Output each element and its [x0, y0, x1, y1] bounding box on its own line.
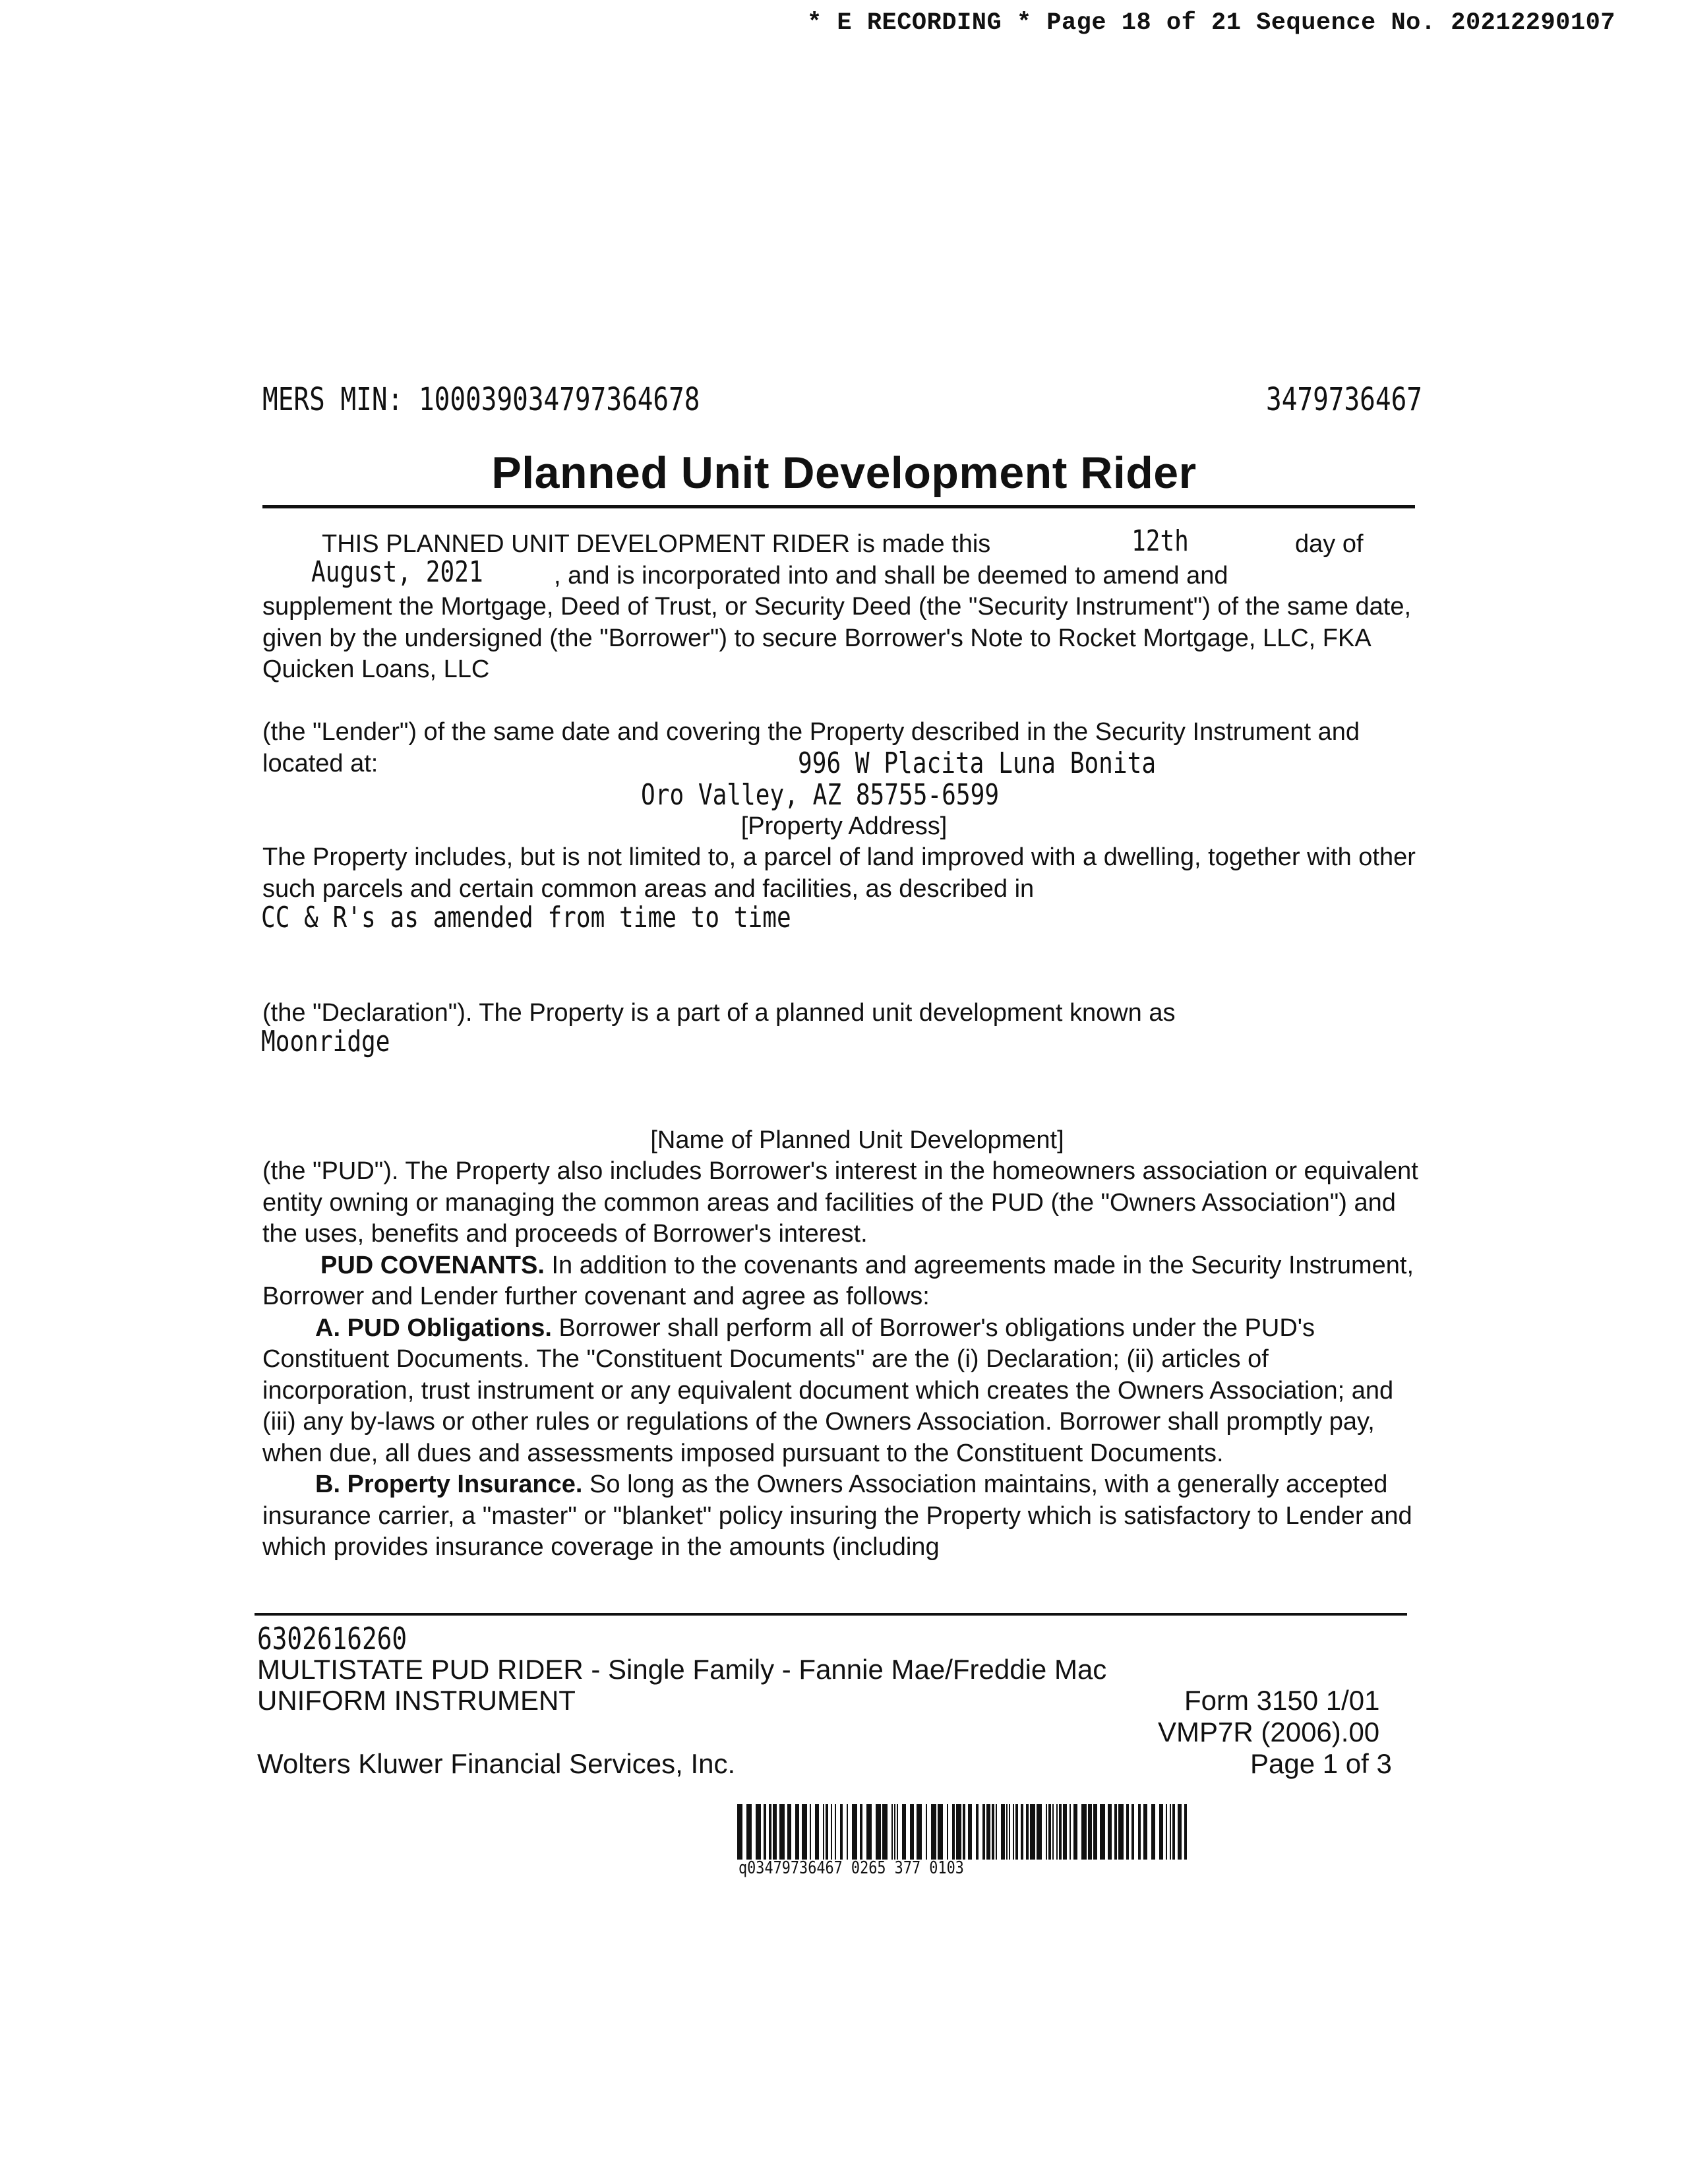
barcode-bar [1052, 1804, 1054, 1860]
barcode-bar [992, 1804, 994, 1860]
intro-date-value: August, 2021 [311, 555, 483, 589]
footer-vmp-code: VMP7R (2006).00 [1158, 1716, 1380, 1747]
section-b-paragraph [262, 1469, 1423, 1563]
barcode-bar [1151, 1804, 1155, 1860]
barcode-bar [852, 1804, 857, 1860]
pud-paragraph: (the "PUD"). The Property also includes Borrower's interest in the homeowners association or equivalent entity owning or managing the common areas and facilities of the PUD (the "Owners Association") and the uses, benefits and proceeds of Borrower's interest. [262, 1157, 1418, 1248]
barcode-bar [1059, 1804, 1062, 1860]
barcode-bar [1026, 1804, 1029, 1860]
barcode-bar [947, 1804, 948, 1860]
barcode-bar [831, 1804, 832, 1860]
intro-day-value: 12th [1131, 524, 1189, 558]
barcode-bar [1114, 1804, 1117, 1860]
barcode-bar [826, 1804, 828, 1860]
barcode-bar [1172, 1804, 1175, 1860]
declaration-name-value: CC & R's as amended from time to time [261, 901, 791, 934]
lender-paragraph: (the "Lender") of the same date and covering the Property described in the Security Instrument and located at: [262, 718, 1360, 777]
barcode-bar [968, 1804, 972, 1860]
barcode-bar [910, 1804, 914, 1860]
barcode-bar [1093, 1804, 1097, 1860]
footer-form-title: MULTISTATE PUD RIDER - Single Family - Fannie Mae/Freddie Mac [257, 1654, 1107, 1685]
barcode-bar [1015, 1804, 1018, 1860]
barcode-bar [1021, 1804, 1023, 1860]
barcode-bar [938, 1804, 943, 1860]
barcode-bar [802, 1804, 807, 1860]
property-paragraph: The Property includes, but is not limited to, a parcel of land improved with a dwelling, together with other such parcels and certain common areas and facilities, as described in [262, 843, 1416, 903]
barcode-bar [1063, 1804, 1067, 1860]
barcode-bar [931, 1804, 936, 1860]
footer-divider [255, 1613, 1407, 1616]
barcode-bar [996, 1804, 997, 1860]
footer-form-number: Form 3150 1/01 [1184, 1685, 1380, 1716]
barcode-bar [787, 1804, 791, 1860]
barcode-bar [986, 1804, 990, 1860]
barcode-bar [840, 1804, 843, 1860]
barcode-bar [1048, 1804, 1051, 1860]
recording-stamp-header: * E RECORDING * Page 18 of 21 Sequence No. 20212290107 [807, 9, 1615, 37]
barcode-bar [1088, 1804, 1092, 1860]
barcode-bar [1037, 1804, 1042, 1860]
covenants-paragraph [262, 1250, 1423, 1313]
footer-page-number: Page 1 of 3 [1250, 1748, 1392, 1779]
pud-name-value: Moonridge [261, 1025, 390, 1058]
barcode-bar [1081, 1804, 1087, 1860]
covenants-text: In addition to the covenants and agreements made in the Security Instrument, Borrower and Lender further covenant and agree as follows: [262, 1251, 1414, 1310]
barcode-bar [1046, 1804, 1047, 1860]
section-a-text: Borrower shall perform all of Borrower's obligations under the PUD's Constituent Documents. The "Constituent Documents" are the (i) Declaration; (ii) articles of incorporation, trust instrument or any equivalent document which creates the Owners Association; and (iii) any by-laws or other rules or regulations of the Owners Association. Borrower shall promptly pay, when due, all dues and assessments imposed pursuant to the Constituent Documents. [262, 1314, 1394, 1467]
barcode-bar [982, 1804, 985, 1860]
barcode-bar [876, 1804, 881, 1860]
intro-paragraph-rest: supplement the Mortgage, Deed of Trust, or Security Deed (the "Security Instrument") of the same date, given by the undersigned (the "Borrower") to secure Borrower's Note to Rocket Mortgage, LLC, FKA Quicken Loans, LLC [262, 593, 1412, 683]
document-title: Planned Unit Development Rider [491, 448, 1197, 498]
barcode-bar [1159, 1804, 1163, 1860]
barcode-bar [902, 1804, 906, 1860]
section-b-heading: B. Property Insurance. [315, 1471, 583, 1498]
footer-document-number: 6302616260 [257, 1621, 407, 1656]
loan-number: 3479736467 [1266, 381, 1422, 418]
intro-lead-text: THIS PLANNED UNIT DEVELOPMENT RIDER is made this [322, 530, 991, 558]
barcode-bar [823, 1804, 824, 1860]
footer-uniform-instrument: UNIFORM INSTRUMENT [257, 1685, 576, 1716]
barcode-text: q03479736467 0265 377 0103 [738, 1858, 964, 1878]
section-b-text: So long as the Owners Association maintains, with a generally accepted insurance carrier, a "master" or "blanket" policy insuring the Property which is satisfactory to Lender and which provides insurance coverage in the amounts (including [262, 1471, 1412, 1561]
barcode-bar [963, 1804, 965, 1860]
barcode-bar [810, 1804, 811, 1860]
intro-line-2: , and is incorporated into and shall be deemed to amend and [554, 562, 1228, 590]
mers-min-number: MERS MIN: 100039034797364678 [262, 381, 700, 418]
covenants-heading: PUD COVENANTS. [320, 1251, 545, 1279]
barcode-bar [1006, 1804, 1008, 1860]
barcode-bar [917, 1804, 922, 1860]
barcode-bar [1143, 1804, 1147, 1860]
section-a-heading: A. PUD Obligations. [315, 1314, 552, 1342]
barcode-bar [737, 1804, 742, 1860]
barcode-bar [835, 1804, 836, 1860]
barcode-bar [1070, 1804, 1071, 1860]
barcode-bar [746, 1804, 752, 1860]
barcode-bar [795, 1804, 799, 1860]
barcode-bar [1009, 1804, 1010, 1860]
barcode-bar [1030, 1804, 1035, 1860]
barcode-bar [1178, 1804, 1182, 1860]
barcode-bar [1108, 1804, 1112, 1860]
barcode-bar [866, 1804, 872, 1860]
barcode-image [737, 1804, 1192, 1860]
barcode-bar [1118, 1804, 1124, 1860]
barcode-bar [926, 1804, 927, 1860]
barcode-bar [976, 1804, 979, 1860]
intro-day-of-text: day of [1295, 530, 1364, 558]
barcode-bar [1126, 1804, 1129, 1860]
barcode-bar [1100, 1804, 1105, 1860]
property-address-caption: [Property Address] [740, 812, 948, 840]
title-divider [262, 505, 1415, 508]
barcode-bar [1073, 1804, 1077, 1860]
barcode-bar [1184, 1804, 1187, 1860]
pud-name-caption: [Name of Planned Unit Development] [650, 1126, 1064, 1154]
barcode-bar [894, 1804, 895, 1860]
footer-publisher: Wolters Kluwer Financial Services, Inc. [257, 1748, 736, 1779]
declaration-paragraph: (the "Declaration"). The Property is a part of a planned unit development known as [262, 999, 1176, 1027]
barcode-bar [773, 1804, 777, 1860]
property-address-line-1: 996 W Placita Luna Bonita [798, 746, 1157, 780]
barcode-bar [882, 1804, 888, 1860]
barcode-bar [956, 1804, 961, 1860]
barcode-bar [897, 1804, 898, 1860]
barcode-bar [1013, 1804, 1014, 1860]
barcode-bar [847, 1804, 848, 1860]
barcode-bar [1138, 1804, 1141, 1860]
barcode-bar [1170, 1804, 1171, 1860]
barcode-bar [860, 1804, 862, 1860]
property-address-line-2: Oro Valley, AZ 85755-6599 [641, 778, 1000, 812]
pud-body [262, 1156, 1423, 1563]
barcode-bar [1001, 1804, 1005, 1860]
section-a-paragraph [262, 1313, 1423, 1470]
barcode-bar [1056, 1804, 1058, 1860]
barcode-bar [952, 1804, 955, 1860]
barcode-bar [769, 1804, 771, 1860]
barcode-bar [1166, 1804, 1167, 1860]
barcode-bar [1131, 1804, 1134, 1860]
barcode-bar [891, 1804, 893, 1860]
barcode-bar [764, 1804, 766, 1860]
barcode-bar [779, 1804, 785, 1860]
barcode-bar [756, 1804, 761, 1860]
barcode-bar [815, 1804, 819, 1860]
